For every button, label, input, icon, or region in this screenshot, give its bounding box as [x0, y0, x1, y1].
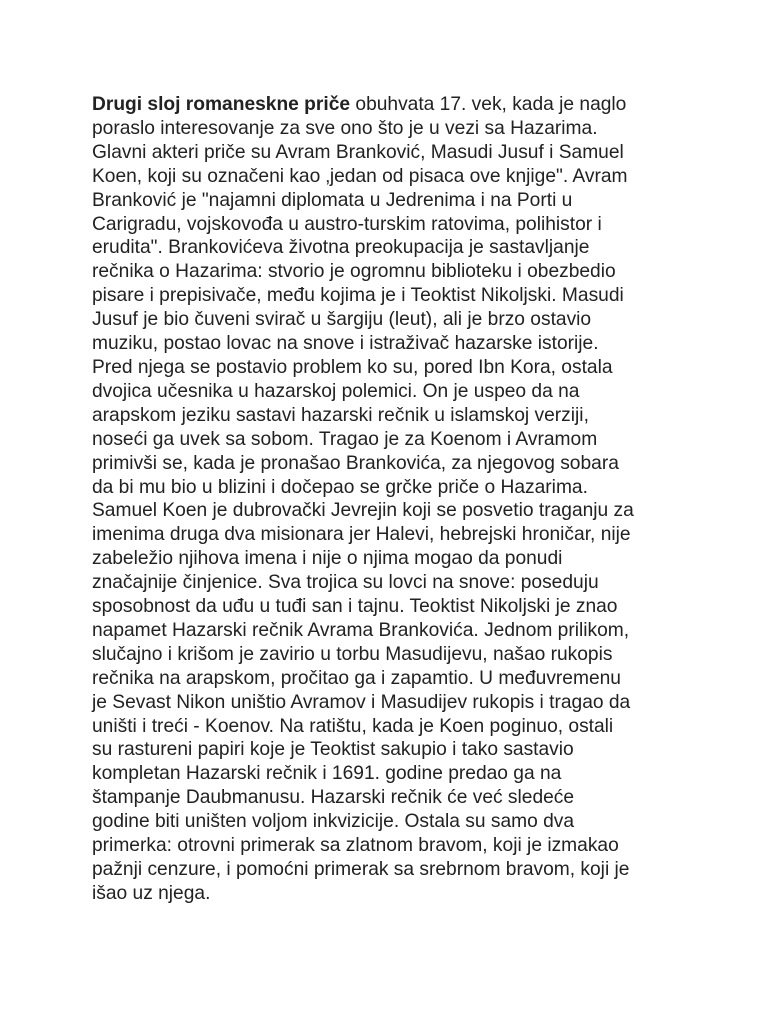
text-line-20: zabeležio njihova imena i nije o njima mogao da ponudi — [92, 548, 563, 570]
text-line-9: pisare i prepisivače, među kojima je i Teoktist Nikoljski. Masudi — [92, 285, 624, 307]
text-line-14: arapskom jeziku sastavi hazarski rečnik u islamskoj verziji, — [92, 404, 589, 426]
text-line-25: rečnika na arapskom, pročitao ga i zapamtio. U međuvremenu — [92, 667, 621, 689]
text-line-12: Pred njega se postavio problem ko su, pored Ibn Kora, ostala — [92, 356, 613, 378]
text-line-32: primerka: otrovni primerak sa zlatnom bravom, koji je izmakao — [92, 835, 619, 857]
text-line-5: Branković je "najamni diplomata u Jedrenima i na Porti u — [92, 189, 573, 211]
text-line-15: noseći ga uvek sa sobom. Tragao je za Koenom i Avramom — [92, 428, 598, 450]
text-line-22: sposobnost da uđu u tuđi san i tajnu. Teoktist Nikoljski je znao — [92, 596, 618, 618]
text-line-28: su rastureni papiri koje je Teoktist sakupio i tako sastavio — [92, 739, 574, 761]
text-line-4: Koen, koji su označeni kao ‚jedan od pisaca ove knjige". Avram — [92, 165, 628, 187]
text-line-24: slučajno i krišom je zavirio u torbu Masudijevu, našao rukopis — [92, 643, 613, 665]
text-line-16: primivši se, kada je pronašao Brankovića, za njegovog sobara — [92, 452, 619, 474]
text-line-8: rečnika o Hazarima: stvorio je ogromnu biblioteku i obezbedio — [92, 261, 616, 283]
lead-phrase: Drugi sloj romaneskne priče — [92, 94, 351, 115]
text-line-7: erudita". Brankovićeva životna preokupacija je sastavljanje — [92, 237, 590, 259]
text-line-21: značajnije činjenice. Sva trojica su lovci na snove: poseduju — [92, 572, 599, 594]
text-line-34: išao uz njega. — [92, 882, 211, 904]
text-line-11: muziku, postao lovac na snove i istraživač hazarske istorije. — [92, 333, 599, 355]
text-line-13: dvojica učesnika u hazarskoj polemici. On je uspeo da na — [92, 380, 580, 402]
text-line-29: kompletan Hazarski rečnik i 1691. godine predao ga na — [92, 763, 562, 785]
text-line-18: Samuel Koen je dubrovački Jevrejin koji se posvetio traganju za — [92, 500, 634, 522]
text-line-10: Jusuf je bio čuveni svirač u šargiju (leut), ali je brzo ostavio — [92, 309, 592, 331]
text-line-30: štampanje Daubmanusu. Hazarski rečnik će već sledeće — [92, 787, 575, 809]
text-line-31: godine biti uništen voljom inkvizicije. Ostala su samo dva — [92, 811, 575, 833]
text-line-2: poraslo interesovanje za sve ono što je u vezi sa Hazarima. — [92, 117, 598, 139]
text-line-27: uništi i treći - Koenov. Na ratištu, kada je Koen poginuo, ostali — [92, 715, 614, 737]
body-paragraph — [92, 93, 692, 906]
text-line-23: napamet Hazarski rečnik Avrama Brankovića. Jednom prilikom, — [92, 619, 630, 641]
text-line-17: da bi mu bio u blizini i dočepao se grčke priče o Hazarima. — [92, 476, 588, 498]
text-line-26: je Sevast Nikon uništio Avramov i Masudijev rukopis i tragao da — [92, 691, 631, 713]
text-line-1 — [92, 93, 692, 117]
text-line-19: imenima druga dva misionara jer Halevi, hebrejski hroničar, nije — [92, 524, 631, 546]
text-line-3: Glavni akteri priče su Avram Branković, Masudi Jusuf i Samuel — [92, 141, 624, 163]
text-line-1-rest: obuhvata 17. vek, kada je naglo — [350, 94, 627, 115]
text-line-6: Carigradu, vojskovođa u austro-turskim ratovima, polihistor i — [92, 213, 602, 235]
text-line-33: pažnji cenzure, i pomoćni primerak sa srebrnom bravom, koji je — [92, 859, 630, 880]
